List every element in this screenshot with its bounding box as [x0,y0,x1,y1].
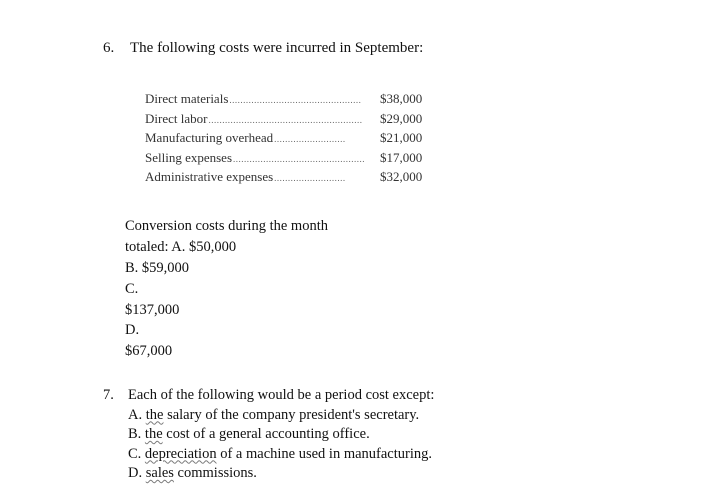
spellcheck-underlined-word: the [145,406,164,423]
leader-dots: ........................................................ [208,114,363,125]
cost-amount: $17,000 [380,149,423,165]
question-6-number: 6. [103,40,115,56]
question-7 [103,386,434,484]
cost-row [145,149,435,169]
question-7-number: 7. [103,387,114,403]
question-7-option-d [103,464,434,484]
question-6-options [125,258,189,362]
prompt-line-1: Conversion costs during the month [125,218,328,234]
question-7-option-a [103,406,434,426]
cost-label: Direct labor [145,110,208,126]
cost-amount: $21,000 [380,130,423,145]
option-text: of a machine used in manufacturing. [220,445,433,462]
option-prefix: C. [128,445,142,462]
question-7-header [103,386,434,406]
spellcheck-underlined-word: the [144,426,163,442]
option-text: commissions. [177,465,257,481]
leader-dots: .......................... [274,173,346,183]
question-6-prompt [125,216,328,258]
option-prefix: A. [128,406,143,423]
leader-dots: ................................................ [233,153,366,164]
cost-label: Administrative expenses [145,169,274,184]
cost-row [145,129,435,149]
cost-label: Selling expenses [145,149,233,165]
cost-label: Manufacturing overhead [145,130,274,145]
question-7-option-b [103,425,434,445]
cost-row [145,90,435,110]
option-d-value: $67,000 [125,343,173,360]
leader-dots: .......................... [274,134,346,144]
option-text: cost of a general accounting office. [166,426,370,442]
option-c-letter: C. [125,280,139,297]
cost-amount: $38,000 [380,91,423,106]
question-7-stem: Each of the following would be a period cost except: [128,387,435,403]
cost-amount: $32,000 [380,169,423,184]
option-d-letter: D. [125,322,140,339]
cost-row [145,168,435,188]
question-6-header [103,40,423,57]
option-text: salary of the company president's secretary. [167,406,420,423]
option-prefix: B. [128,426,142,442]
question-7-option-c [103,445,434,465]
prompt-line-2: totaled: A. $50,000 [125,238,237,255]
option-prefix: D. [128,465,143,481]
spellcheck-underlined-word: sales [145,465,174,481]
spellcheck-underlined-word: depreciation [144,445,217,462]
cost-row [145,110,435,130]
leader-dots: ................................................ [229,95,362,105]
cost-amount: $29,000 [380,110,423,126]
option-c-value: $137,000 [125,301,180,318]
cost-label: Direct materials [145,91,229,106]
option-b: B. $59,000 [125,260,190,276]
cost-table [145,90,435,188]
question-6-stem: The following costs were incurred in September: [130,40,424,56]
